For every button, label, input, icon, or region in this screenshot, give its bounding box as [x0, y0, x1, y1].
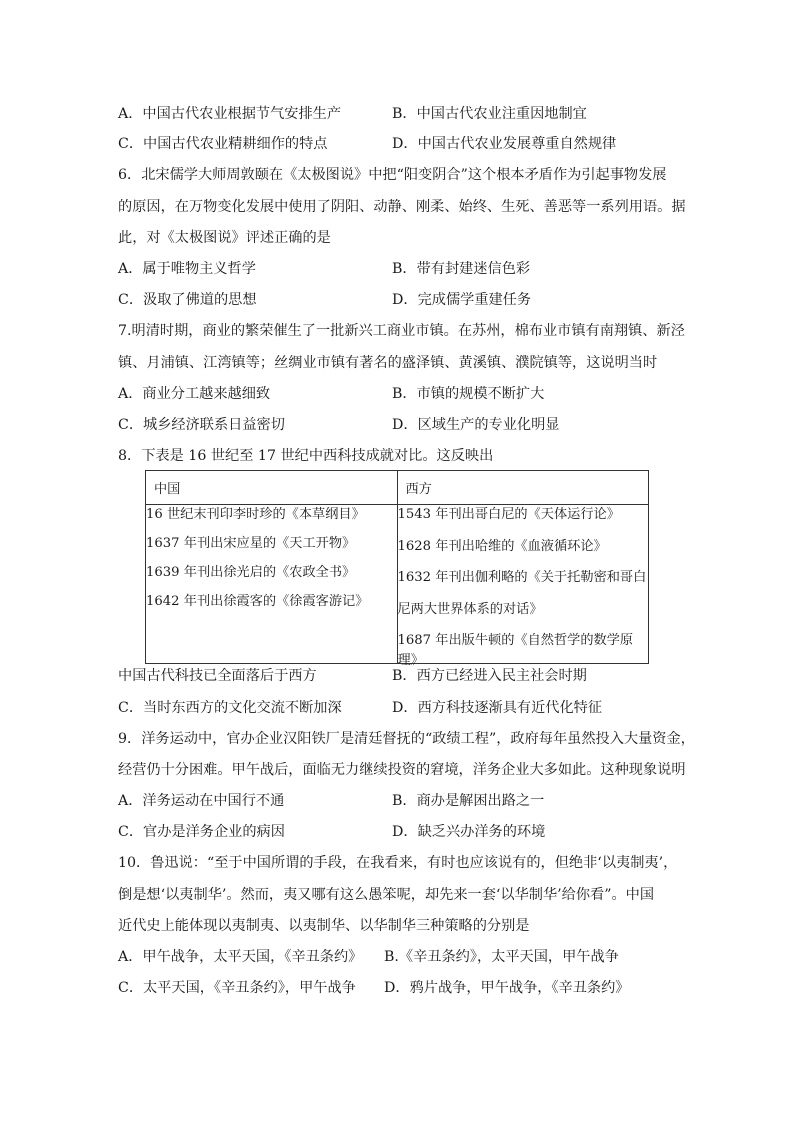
west-item: 1628 年刊出哈维的《血液循环论》 [397, 538, 607, 554]
q6-stem-line1: 6．北宋儒学大师周敦颐在《太极图说》中把“阳变阴合”这个根本矛盾作为引起事物发展 [118, 167, 667, 183]
table-header-west: 西方 [397, 471, 649, 505]
q8-option-d: D．西方科技逐渐具有近代化特征 [392, 700, 603, 716]
q6-option-b: B．带有封建迷信色彩 [392, 261, 531, 277]
science-comparison-table [145, 470, 649, 668]
q8-option-c: C．当时东西方的文化交流不断加深 [118, 700, 342, 716]
west-item: 1632 年刊出伽利略的《关于托勒密和哥白 [397, 570, 647, 585]
table-row [146, 505, 649, 664]
q6-option-c: C．汲取了佛道的思想 [118, 292, 257, 308]
q10-stem-line2: 倒是想‘以夷制华’。然而，夷又哪有这么愚笨呢，却先来一套‘以华制华’给你看”。中国 [118, 887, 655, 903]
q7-stem-line1: 7.明清时期，商业的繁荣催生了一批新兴工商业市镇。在苏州，棉布业市镇有南翔镇、新泾 [118, 323, 685, 339]
q5-option-c: C．中国古代农业精耕细作的特点 [118, 136, 328, 152]
q10-stem-line3: 近代史上能体现以夷制夷、以夷制华、以华制华三种策略的分别是 [118, 918, 530, 934]
q5-option-a: A．中国古代农业根据节气安排生产 [118, 106, 342, 122]
china-item: 1637 年刊出宋应星的《天工开物》 [146, 536, 356, 551]
china-item: 1639 年刊出徐光启的《农政全书》 [146, 565, 356, 580]
china-item: 16 世纪末刊印李时珍的《本草纲目》 [146, 507, 365, 522]
q8-stem-line1: 8．下表是 16 世纪至 17 世纪中西科技成就对比。这反映出 [118, 448, 494, 464]
q9-option-b: B．商办是解困出路之一 [392, 793, 545, 809]
q8-option-b: B．西方已经进入民主社会时期 [392, 668, 587, 684]
q10-option-c: C．太平天国，《辛丑条约》，甲午战争 [118, 980, 356, 996]
q9-option-d: D．缺乏兴办洋务的环境 [392, 824, 546, 840]
west-item: 1543 年刊出哥白尼的《天体运行论》 [397, 507, 620, 522]
q5-option-d: D．中国古代农业发展尊重自然规律 [392, 136, 617, 152]
table-header-row [146, 471, 649, 505]
q9-stem-line1: 9．洋务运动中，官办企业汉阳铁厂是清廷督抚的“政绩工程”，政府每年虽然投入大量资金， [118, 731, 695, 747]
q10-option-b: B.《辛丑条约》，太平天国，甲午战争 [384, 949, 619, 965]
q7-stem-line2: 镇、月浦镇、江湾镇等；丝绸业市镇有著名的盛泽镇、黄溪镇、濮院镇等，这说明当时 [118, 355, 658, 371]
q9-option-a: A．洋务运动在中国行不通 [118, 793, 285, 809]
china-item: 1642 年刊出徐霞客的《徐霞客游记》 [146, 594, 369, 609]
q7-option-b: B．市镇的规模不断扩大 [392, 386, 545, 402]
q6-stem-line3: 此，对《太极图说》评述正确的是 [118, 230, 331, 246]
china-cell [146, 505, 398, 664]
q6-option-d: D．完成儒学重建任务 [392, 292, 532, 308]
q7-option-c: C．城乡经济联系日益密切 [118, 417, 285, 433]
q8-option-a: 中国古代科技已全面落后于西方 [118, 668, 317, 684]
q10-stem-line1: 10．鲁迅说：“至于中国所谓的手段，在我看来，有时也应该说有的，但绝非‘以夷制夷’， [118, 855, 678, 871]
q6-stem-line2: 的原因，在万物变化发展中使用了阴阳、动静、刚柔、始终、生死、善恶等一系列用语。据 [118, 199, 686, 215]
q5-option-b: B．中国古代农业注重因地制宜 [392, 106, 587, 122]
west-item: 1687 年出版牛顿的《自然哲学的数学原理》 [397, 633, 634, 668]
q6-option-a: A．属于唯物主义哲学 [118, 261, 256, 277]
q7-option-a: A．商业分工越来越细致 [118, 386, 271, 402]
q7-option-d: D．区域生产的专业化明显 [392, 417, 560, 433]
q9-option-c: C．官办是洋务企业的病因 [118, 824, 285, 840]
west-item: 尼两大世界体系的对话》 [397, 601, 543, 617]
q10-option-d: D．鸦片战争，甲午战争，《辛丑条约》 [384, 980, 630, 996]
q9-stem-line2: 经营仍十分困难。甲午战后，面临无力继续投资的窘境，洋务企业大多如此。这种现象说明 [118, 762, 686, 778]
west-cell [397, 505, 649, 668]
q10-option-a: A．甲午战争，太平天国，《辛丑条约》 [118, 949, 363, 965]
table-header-china: 中国 [146, 471, 398, 505]
